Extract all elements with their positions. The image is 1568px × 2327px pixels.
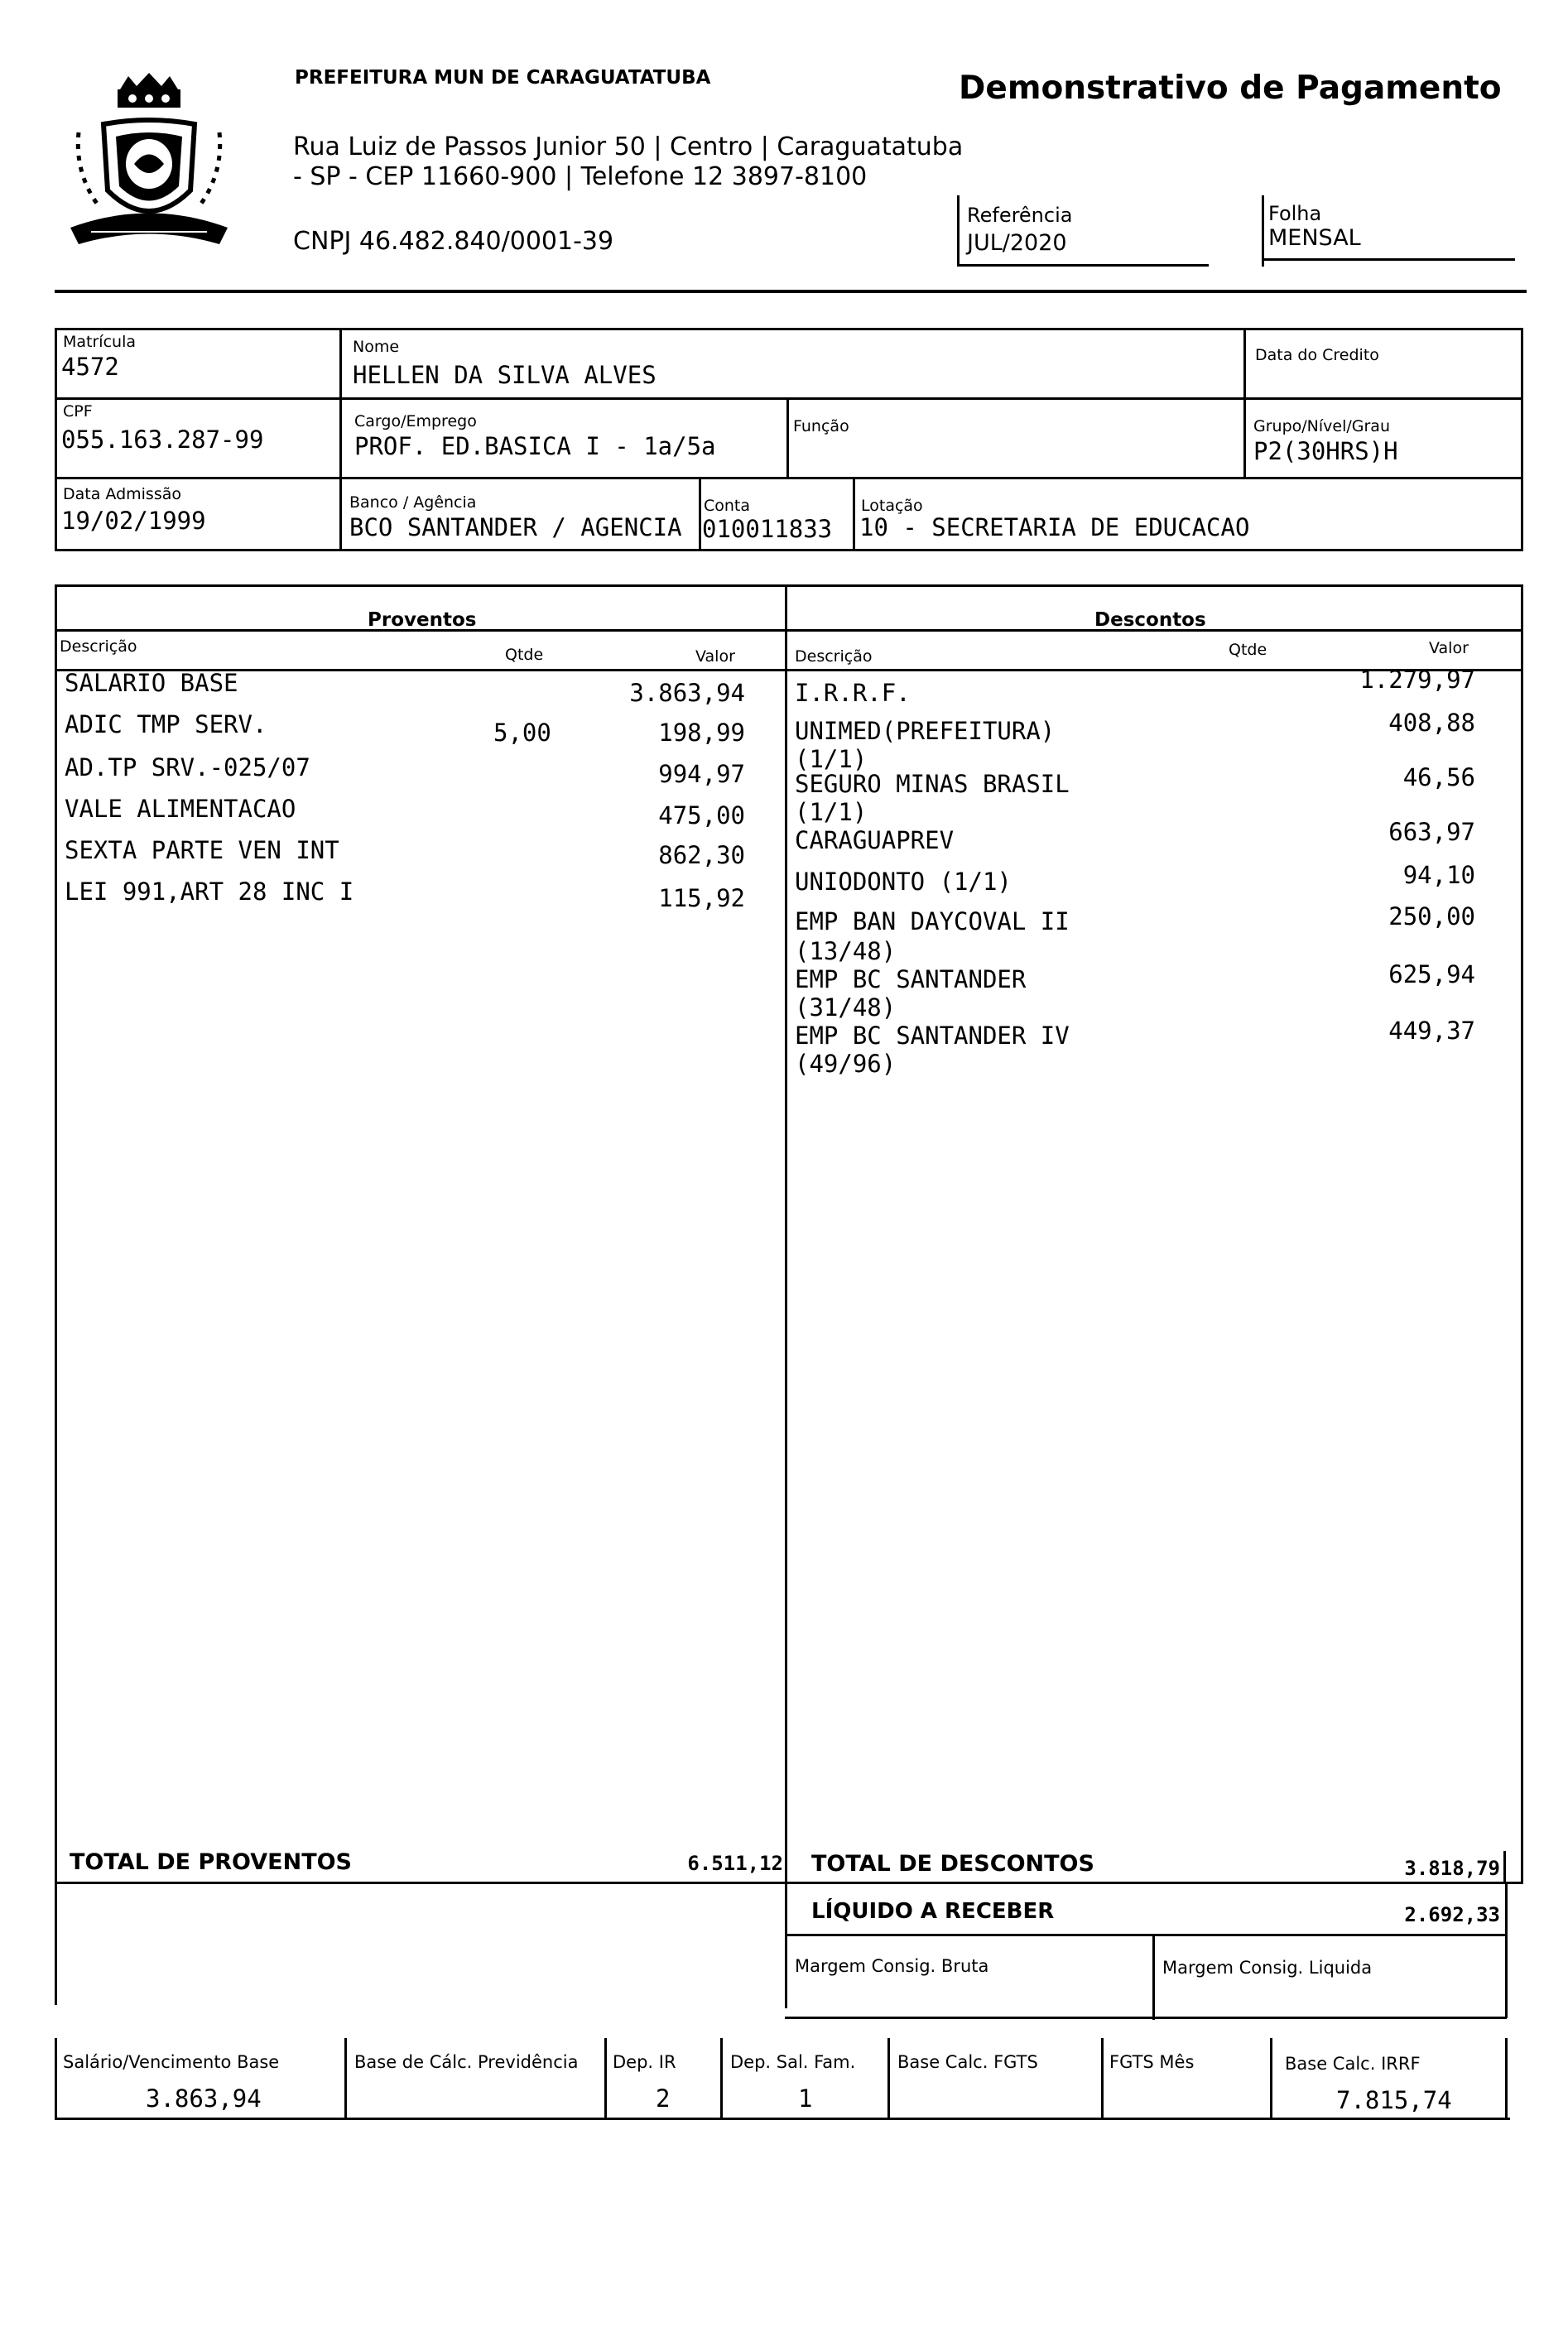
grid-vrule-b	[1243, 328, 1246, 478]
footer-vrule-7	[1505, 2038, 1508, 2120]
dep-ir-label: Dep. IR	[613, 2052, 676, 2072]
total-descontos-label: TOTAL DE DESCONTOS	[811, 1851, 1094, 1877]
descontos-row-sub: (31/48)	[795, 993, 897, 1022]
proventos-row-valor: 115,92	[658, 884, 745, 912]
margem-liquida-label: Margem Consig. Liquida	[1162, 1958, 1373, 1978]
total-descontos-right-rule	[1503, 1851, 1506, 1884]
salario-base-value: 3.863,94	[146, 2084, 262, 2113]
total-descontos-value: 3.818,79	[1404, 1857, 1500, 1880]
descontos-row-desc: EMP BAN DAYCOVAL II	[795, 907, 1070, 935]
footer-vrule-1	[344, 2038, 347, 2120]
base-fgts-label: Base Calc. FGTS	[897, 2052, 1038, 2072]
descontos-row-valor: 408,88	[1388, 709, 1475, 737]
proventos-title: Proventos	[368, 609, 477, 631]
descontos-col-qtde: Qtde	[1229, 641, 1267, 659]
proventos-row-desc: SALARIO BASE	[65, 669, 238, 697]
bottom-left-rule	[55, 1884, 57, 2005]
cargo-label: Cargo/Emprego	[354, 412, 477, 430]
proventos-row-valor: 198,99	[658, 719, 745, 747]
proventos-row-desc: AD.TP SRV.-025/07	[65, 753, 310, 781]
proventos-row-desc: VALE ALIMENTACAO	[65, 795, 296, 823]
admissao-label: Data Admissão	[63, 485, 181, 503]
grupo-value: P2(30HRS)H	[1253, 437, 1398, 465]
banco-label: Banco / Agência	[349, 493, 477, 512]
descontos-row-desc: EMP BC SANTANDER IV	[795, 1022, 1070, 1050]
descontos-row-valor: 625,94	[1388, 960, 1475, 988]
salario-base-label: Salário/Vencimento Base	[63, 2052, 280, 2072]
footer-vrule-5	[1101, 2038, 1104, 2120]
total-proventos-value: 6.511,12	[687, 1852, 783, 1875]
banco-value: BCO SANTANDER / AGENCIA	[349, 513, 682, 541]
lotacao-label: Lotação	[861, 497, 923, 515]
footer-vrule-4	[887, 2038, 890, 2120]
descontos-row-desc: EMP BC SANTANDER	[795, 965, 1027, 993]
proventos-row-desc: ADIC TMP SERV.	[65, 710, 267, 738]
nome-value: HELLEN DA SILVA ALVES	[353, 361, 657, 389]
matricula-value: 4572	[61, 353, 119, 381]
descontos-row-desc: I.R.R.F.	[795, 679, 911, 707]
base-irrf-value: 7.815,74	[1336, 2086, 1452, 2114]
liquido-bottom-rule	[785, 1934, 1507, 1936]
descontos-row-desc: UNIODONTO (1/1)	[795, 868, 1012, 896]
cargo-value: PROF. ED.BASICA I - 1a/5a	[354, 432, 716, 460]
footer-vrule-3	[720, 2038, 723, 2120]
descontos-title: Descontos	[1094, 609, 1206, 631]
footer-bottom-rule	[55, 2118, 1510, 2120]
referencia-value: JUL/2020	[967, 230, 1067, 256]
folha-bottom-rule	[1262, 258, 1515, 261]
margem-bruta-label: Margem Consig. Bruta	[795, 1956, 989, 1976]
folha-left-rule	[1262, 195, 1264, 267]
grid-vrule-a	[339, 328, 342, 551]
cpf-label: CPF	[63, 402, 93, 421]
dep-sal-fam-value: 1	[798, 2084, 813, 2113]
footer-vrule-2	[604, 2038, 607, 2120]
proventos-row-desc: SEXTA PARTE VEN INT	[65, 836, 339, 864]
referencia-left-rule	[957, 195, 960, 267]
descontos-row-sub: (1/1)	[795, 798, 868, 826]
liquido-label: LÍQUIDO A RECEBER	[811, 1899, 1055, 1924]
descontos-row-valor: 46,56	[1402, 763, 1475, 791]
proventos-col-valor: Valor	[695, 647, 735, 666]
city-coat-of-arms-icon	[58, 66, 240, 265]
matricula-label: Matrícula	[63, 333, 136, 351]
referencia-bottom-rule	[957, 264, 1209, 267]
org-address-line2: - SP - CEP 11660-900 | Telefone 12 3897-8100	[293, 162, 868, 191]
payments-center-divider	[785, 584, 787, 2008]
footer-vrule-0	[55, 2038, 57, 2120]
margem-bottom-rule	[785, 2017, 1507, 2019]
grid-vrule-c	[786, 397, 789, 478]
payments-header-rule-1	[55, 629, 1523, 632]
header-divider	[55, 290, 1527, 293]
org-name: PREFEITURA MUN DE CARAGUATATUBA	[295, 67, 711, 89]
descontos-row-sub: (49/96)	[795, 1050, 897, 1078]
proventos-col-qtde: Qtde	[505, 646, 544, 664]
folha-value: MENSAL	[1268, 225, 1361, 251]
descontos-row-valor: 250,00	[1388, 902, 1475, 930]
folha-label: Folha	[1268, 202, 1322, 225]
descontos-row-valor: 663,97	[1388, 818, 1475, 846]
descontos-col-desc: Descrição	[795, 647, 873, 666]
org-cnpj: CNPJ 46.482.840/0001-39	[293, 227, 614, 256]
descontos-row-desc: CARAGUAPREV	[795, 826, 955, 854]
proventos-row-valor: 3.863,94	[629, 679, 745, 707]
descontos-row-desc: SEGURO MINAS BRASIL	[795, 770, 1070, 798]
liquido-right-rule	[1505, 1884, 1508, 2018]
total-proventos-label: TOTAL DE PROVENTOS	[70, 1849, 353, 1875]
proventos-col-desc: Descrição	[60, 637, 137, 656]
proventos-row-qtde: 5,00	[493, 719, 551, 747]
descontos-row-valor: 94,10	[1402, 861, 1475, 889]
fgts-mes-label: FGTS Mês	[1109, 2052, 1195, 2072]
descontos-row-desc: UNIMED(PREFEITURA)	[795, 717, 1056, 745]
admissao-value: 19/02/1999	[61, 507, 206, 535]
descontos-row-valor: 1.279,97	[1359, 666, 1475, 694]
funcao-label: Função	[793, 417, 849, 435]
proventos-row-valor: 475,00	[658, 801, 745, 829]
liquido-value: 2.692,33	[1404, 1903, 1500, 1926]
cpf-value: 055.163.287-99	[61, 425, 264, 454]
data-credito-label: Data do Credito	[1255, 346, 1379, 364]
base-irrf-label: Base Calc. IRRF	[1285, 2054, 1421, 2074]
margem-divider	[1152, 1934, 1155, 2020]
dep-ir-value: 2	[656, 2084, 671, 2113]
descontos-col-valor: Valor	[1429, 639, 1469, 657]
conta-label: Conta	[704, 497, 751, 515]
conta-value: 010011833	[702, 515, 833, 543]
document-title: Demonstrativo de Pagamento	[959, 70, 1502, 107]
base-previdencia-label: Base de Cálc. Previdência	[354, 2052, 579, 2072]
nome-label: Nome	[353, 338, 400, 356]
grid-rule-2	[55, 477, 1523, 479]
grid-vrule-e	[853, 477, 855, 551]
grupo-label: Grupo/Nível/Grau	[1253, 417, 1390, 435]
descontos-row-sub: (13/48)	[795, 937, 897, 965]
org-address-line1: Rua Luiz de Passos Junior 50 | Centro | Caraguatatuba	[293, 132, 964, 161]
proventos-row-valor: 994,97	[658, 760, 745, 788]
referencia-label: Referência	[967, 204, 1073, 227]
proventos-row-desc: LEI 991,ART 28 INC I	[65, 877, 354, 906]
footer-vrule-6	[1270, 2038, 1272, 2120]
descontos-row-sub: (1/1)	[795, 745, 868, 773]
grid-rule-1	[55, 397, 1523, 400]
dep-sal-fam-label: Dep. Sal. Fam.	[730, 2052, 856, 2072]
descontos-row-valor: 449,37	[1388, 1017, 1475, 1045]
proventos-row-valor: 862,30	[658, 841, 745, 869]
lotacao-value: 10 - SECRETARIA DE EDUCACAO	[859, 513, 1250, 541]
grid-vrule-d	[699, 477, 701, 551]
